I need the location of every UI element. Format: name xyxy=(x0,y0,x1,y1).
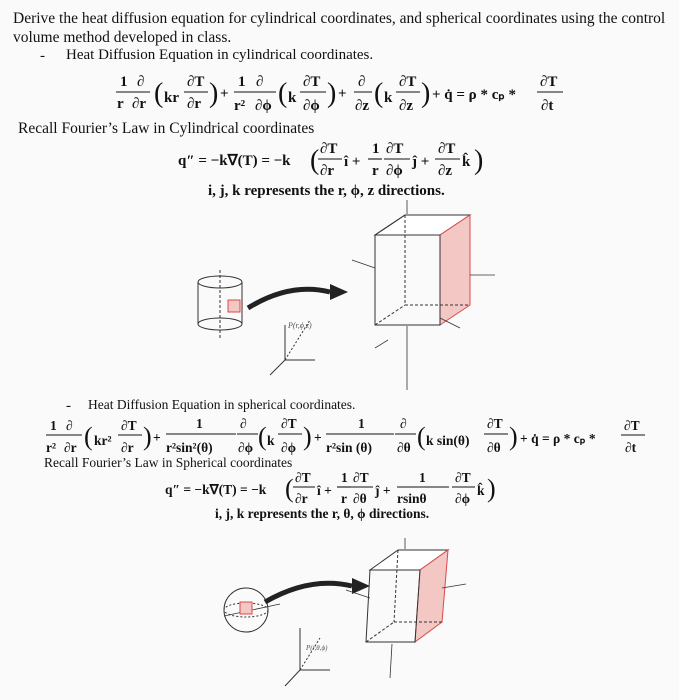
svg-text:∂T: ∂T xyxy=(540,74,558,90)
svg-text:∂: ∂ xyxy=(240,416,247,431)
cyl-figure xyxy=(170,200,500,400)
svg-text:+ q̇ = ρ * cₚ *: + q̇ = ρ * cₚ * xyxy=(520,431,596,446)
svg-text:∂T: ∂T xyxy=(121,418,137,433)
svg-text:∂T: ∂T xyxy=(624,418,640,433)
svg-text:ĵ +: ĵ + xyxy=(375,483,391,498)
svg-text:(: ( xyxy=(258,422,267,451)
svg-text:k̂: k̂ xyxy=(477,483,485,498)
svg-text:∂r: ∂r xyxy=(187,96,202,112)
svg-text:∂T: ∂T xyxy=(399,74,417,90)
svg-text:∂: ∂ xyxy=(66,418,73,433)
svg-text:q″ = −k∇(T) = −k: q″ = −k∇(T) = −k xyxy=(178,153,291,169)
cylinder-shape xyxy=(198,270,242,340)
svg-text:∂ϕ: ∂ϕ xyxy=(303,98,320,114)
sph-bullet: - xyxy=(66,398,71,414)
svg-text:k: k xyxy=(384,90,393,106)
svg-text:1: 1 xyxy=(196,416,203,431)
svg-text:∂ϕ: ∂ϕ xyxy=(238,440,254,455)
svg-text:): ) xyxy=(421,78,431,109)
svg-text:): ) xyxy=(209,78,219,109)
svg-text:k sin(θ): k sin(θ) xyxy=(426,433,470,448)
svg-text:r²sin (θ): r²sin (θ) xyxy=(326,440,372,455)
svg-text:∂r: ∂r xyxy=(320,163,335,179)
svg-text:k̂: k̂ xyxy=(462,154,471,170)
svg-text:∂r: ∂r xyxy=(295,491,308,506)
svg-text:1: 1 xyxy=(341,470,348,485)
svg-text:): ) xyxy=(487,474,496,503)
svg-text:∂: ∂ xyxy=(358,74,366,90)
svg-text:): ) xyxy=(509,422,518,451)
svg-text:r²sin²(θ): r²sin²(θ) xyxy=(166,440,213,455)
svg-text:∂T: ∂T xyxy=(187,74,205,90)
svg-text:∂z: ∂z xyxy=(399,98,414,114)
svg-text:î +: î + xyxy=(317,483,332,498)
svg-text:r: r xyxy=(117,96,124,112)
svg-text:∂θ: ∂θ xyxy=(487,440,501,455)
svg-text:+: + xyxy=(153,430,161,445)
intro-text: Derive the heat diffusion equation for cylindrical coordinates, and spherical coordinates using the control volume method developed in class. xyxy=(13,10,666,46)
svg-text:∂T: ∂T xyxy=(487,416,503,431)
sph-point-label: P(r,θ,ϕ) xyxy=(306,644,328,652)
svg-text:(: ( xyxy=(285,474,294,503)
svg-text:r: r xyxy=(341,491,347,506)
sphere-shape xyxy=(224,588,280,632)
sph-directions: i, j, k represents the r, θ, ϕ directions. xyxy=(215,506,430,521)
cyl-bullet: - xyxy=(40,48,45,64)
svg-text:k: k xyxy=(288,90,297,106)
svg-text:∂ϕ: ∂ϕ xyxy=(255,98,272,114)
svg-text:r²: r² xyxy=(46,440,57,455)
svg-text:+: + xyxy=(220,86,229,102)
svg-text:k: k xyxy=(267,433,275,448)
svg-text:∂T: ∂T xyxy=(303,74,321,90)
svg-text:): ) xyxy=(327,78,337,109)
svg-text:∂z: ∂z xyxy=(355,98,370,114)
svg-text:1: 1 xyxy=(358,416,365,431)
svg-text:∂r: ∂r xyxy=(64,440,77,455)
svg-text:∂θ: ∂θ xyxy=(397,440,411,455)
svg-text:∂ϕ: ∂ϕ xyxy=(455,491,471,506)
cyl-fourier-heading: Recall Fourier’s Law in Cylindrical coordinates xyxy=(18,120,315,137)
svg-text:kr: kr xyxy=(164,90,179,106)
svg-text:(: ( xyxy=(417,422,426,451)
svg-text:∂T: ∂T xyxy=(455,470,471,485)
svg-text:∂r: ∂r xyxy=(121,440,134,455)
svg-text:): ) xyxy=(143,422,152,451)
cyl-point-label: P(r,ϕ,z) xyxy=(288,321,312,330)
svg-text:∂θ: ∂θ xyxy=(353,491,367,506)
svg-text:(: ( xyxy=(310,145,320,176)
cyl-directions: i, j, k represents the r, ϕ, z directions. xyxy=(208,183,445,199)
svg-text:∂z: ∂z xyxy=(438,163,453,179)
sph-fourier-heading: Recall Fourier’s Law in Spherical coordinates xyxy=(44,455,293,470)
svg-text:∂T: ∂T xyxy=(320,141,338,157)
svg-text:r: r xyxy=(372,163,379,179)
svg-text:+: + xyxy=(338,86,347,102)
cyl-equation xyxy=(110,66,580,122)
svg-text:kr²: kr² xyxy=(94,433,112,448)
sph-figure xyxy=(220,538,470,698)
svg-text:q″ = −k∇(T) = −k: q″ = −k∇(T) = −k xyxy=(165,482,267,497)
sph-heading: Heat Diffusion Equation in spherical coordinates. xyxy=(88,397,356,412)
svg-text:∂: ∂ xyxy=(137,74,145,90)
svg-text:∂T: ∂T xyxy=(438,141,456,157)
cylindrical-control-volume xyxy=(352,200,495,390)
svg-text:∂T: ∂T xyxy=(386,141,404,157)
svg-text:∂r: ∂r xyxy=(132,96,147,112)
svg-text:+ q̇ = ρ * cₚ *: + q̇ = ρ * cₚ * xyxy=(432,87,517,103)
svg-text:1: 1 xyxy=(372,141,380,157)
svg-text:(: ( xyxy=(84,422,93,451)
cyl-fourier-equation xyxy=(178,135,508,185)
spherical-control-volume xyxy=(346,538,466,678)
svg-text:∂: ∂ xyxy=(256,74,264,90)
svg-text:+: + xyxy=(314,430,322,445)
svg-text:∂t: ∂t xyxy=(541,98,554,114)
svg-text:): ) xyxy=(474,145,484,176)
svg-text:1: 1 xyxy=(238,74,246,90)
svg-text:rsinθ: rsinθ xyxy=(397,491,427,506)
svg-text:r²: r² xyxy=(234,98,246,114)
svg-text:(: ( xyxy=(278,78,288,109)
svg-text:1: 1 xyxy=(50,418,57,433)
svg-text:∂T: ∂T xyxy=(281,416,297,431)
svg-text:): ) xyxy=(303,422,312,451)
svg-text:1: 1 xyxy=(120,74,128,90)
svg-text:(: ( xyxy=(374,78,384,109)
svg-text:1: 1 xyxy=(419,470,426,485)
svg-text:∂T: ∂T xyxy=(295,470,311,485)
svg-text:î +: î + xyxy=(344,154,361,170)
svg-text:ĵ +: ĵ + xyxy=(412,154,430,170)
svg-text:∂t: ∂t xyxy=(625,440,637,455)
svg-text:∂: ∂ xyxy=(400,416,407,431)
svg-text:∂ϕ: ∂ϕ xyxy=(386,163,403,179)
svg-text:∂ϕ: ∂ϕ xyxy=(281,440,297,455)
svg-text:∂T: ∂T xyxy=(353,470,369,485)
cyl-heading: Heat Diffusion Equation in cylindrical coordinates. xyxy=(66,47,374,63)
svg-text:(: ( xyxy=(154,78,164,109)
